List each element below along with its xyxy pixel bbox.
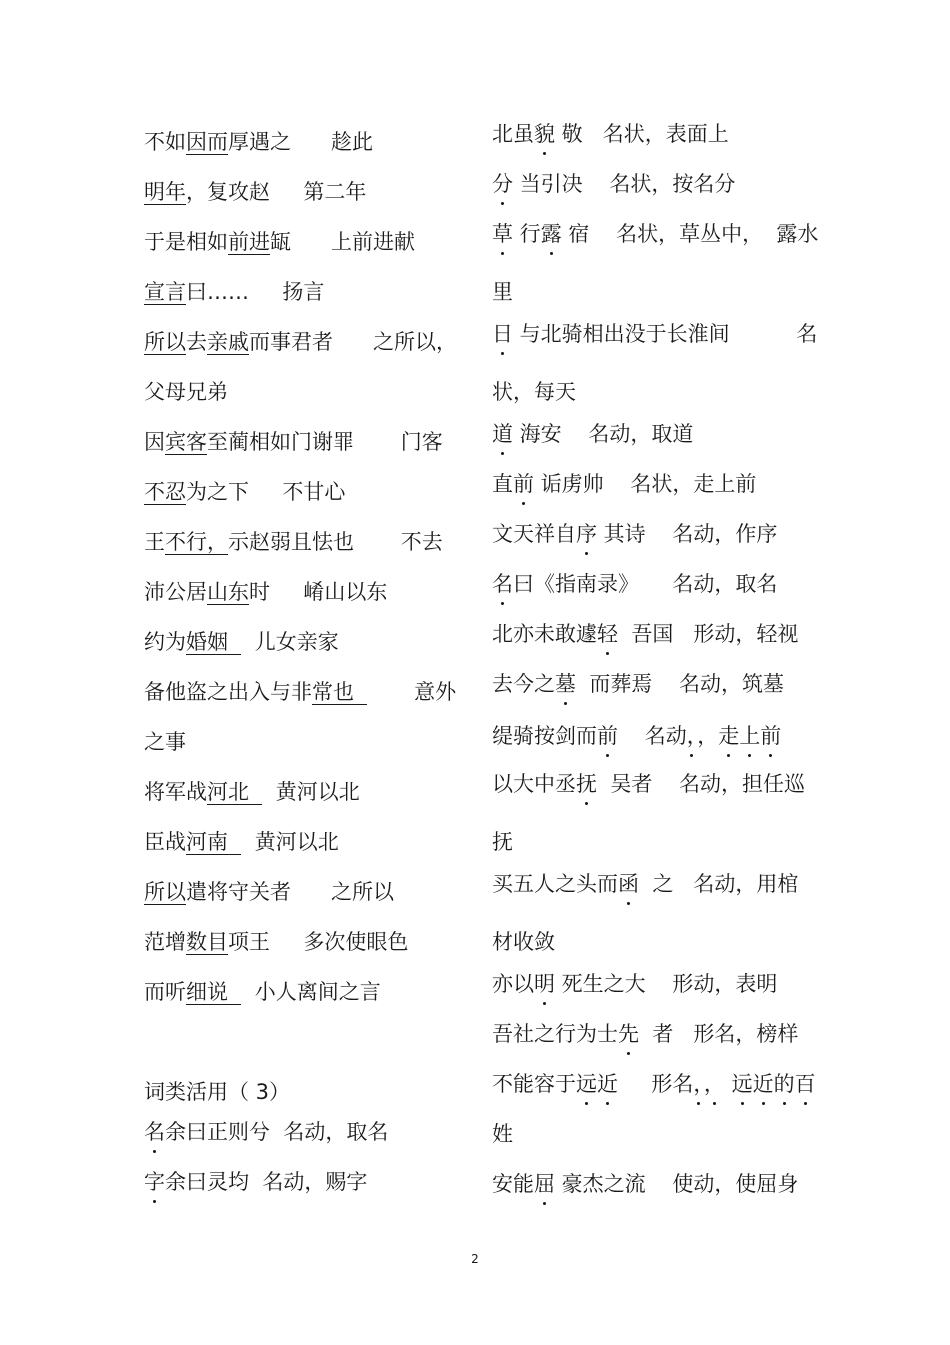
left-column-line — [144, 828, 339, 856]
emphasized-character: ， — [686, 724, 698, 748]
text-segment: 不如 — [144, 130, 186, 154]
text-segment: 吴者 名动，担任巡 — [597, 772, 806, 796]
right-column-line — [492, 722, 781, 750]
text-segment: 状，每天 — [492, 380, 576, 404]
text-segment: 备他盗之出入与非 — [144, 680, 312, 704]
text-segment: 将军战 — [144, 780, 207, 804]
text-segment: 材收敛 — [492, 930, 555, 954]
text-segment: 直 — [492, 472, 513, 496]
text-segment — [725, 1072, 732, 1096]
emphasized-character: 上 — [739, 724, 761, 748]
text-segment: 曰《指南录》 名动，取名 — [513, 572, 778, 596]
text-segment: 词类活用（ 3） — [144, 1080, 291, 1104]
left-column-line — [144, 378, 228, 406]
text-segment: 文天祥自 — [492, 522, 576, 546]
text-segment: 与北骑相出没于长淮间 名 — [513, 322, 818, 346]
emphasized-character: 名 — [492, 572, 513, 596]
left-column-line — [144, 578, 387, 606]
right-column-line — [492, 1120, 513, 1148]
right-column-line — [492, 120, 729, 148]
right-column-line — [492, 620, 798, 648]
emphasized-character: 明 — [534, 972, 555, 996]
text-segment: 宿 名状，草丛中， 露水 — [561, 222, 819, 246]
right-column-line — [492, 520, 777, 548]
text-segment: 买五人之头而 — [492, 872, 618, 896]
right-column-line — [492, 970, 777, 998]
emphasized-character: 前 — [760, 724, 782, 748]
underlined-term: 不行， — [165, 530, 228, 554]
text-segment: 北亦未敢遽 — [492, 622, 597, 646]
text-segment: 缇骑按剑而 — [492, 724, 597, 748]
underlined-term: 细说 — [186, 980, 242, 1004]
right-column-line — [492, 1020, 798, 1048]
left-column-line — [144, 1168, 367, 1196]
text-segment: 之事 — [144, 730, 186, 754]
left-column-line — [144, 128, 373, 156]
text-segment: 亦以 — [492, 972, 534, 996]
left-column-line — [144, 678, 456, 706]
underlined-term: 山东 — [207, 580, 249, 604]
text-segment: 诟虏帅 名状，走上前 — [534, 472, 757, 496]
text-segment: 时 崤山以东 — [249, 580, 388, 604]
text-segment: 名动 — [618, 724, 687, 748]
text-segment: 当引决 名状，按名分 — [513, 172, 736, 196]
text-segment: 行 — [513, 222, 541, 246]
emphasized-character: 前 — [513, 472, 534, 496]
right-column-line — [492, 828, 513, 856]
text-segment: 沛公居 — [144, 580, 207, 604]
underlined-term: 所以 — [144, 330, 186, 354]
underlined-term: 不忍 — [144, 480, 186, 504]
underlined-term: 所以 — [144, 880, 186, 904]
emphasized-character: 近 — [597, 1072, 618, 1096]
emphasized-character: ， — [693, 1072, 704, 1096]
text-segment: 意外 — [367, 680, 457, 704]
underlined-term: 前进 — [228, 230, 270, 254]
text-segment: 豪杰之流 使动，使屈身 — [555, 1172, 799, 1196]
left-column-line — [144, 528, 443, 556]
text-segment: 其诗 名动，作序 — [597, 522, 778, 546]
text-segment: 去今之 — [492, 672, 555, 696]
underlined-term: 数目 — [186, 930, 228, 954]
right-column-line — [492, 570, 777, 598]
emphasized-character: 草 — [492, 222, 513, 246]
emphasized-character: 露 — [540, 222, 562, 246]
text-segment: 抚 — [492, 830, 513, 854]
page-number: 2 — [471, 1252, 479, 1266]
left-column-line — [144, 928, 408, 956]
emphasized-character: 道 — [492, 422, 513, 446]
emphasized-character: 函 — [618, 872, 639, 896]
text-segment: 厚遇之 — [228, 130, 291, 154]
text-segment: 缻 上前进献 — [270, 230, 416, 254]
right-column-line — [492, 670, 784, 698]
left-column-line — [144, 878, 394, 906]
text-segment: 死生之大 形动，表明 — [555, 972, 778, 996]
right-column-line — [492, 770, 805, 798]
emphasized-character: 字 — [144, 1170, 165, 1194]
emphasized-character: 序 — [576, 522, 597, 546]
right-column-line — [492, 928, 555, 956]
right-column-line — [492, 1070, 816, 1098]
text-segment: 者 形名，榜样 — [639, 1022, 799, 1046]
emphasized-character: 先 — [618, 1022, 639, 1046]
underlined-term: 河南 — [186, 830, 242, 854]
underlined-term: 明年 — [144, 180, 186, 204]
text-segment: 不能容于 — [492, 1072, 576, 1096]
underlined-term: 宣言 — [144, 280, 186, 304]
right-column-line — [492, 278, 513, 306]
text-segment: 黄河以北 — [241, 830, 339, 854]
text-segment: ， — [697, 724, 719, 748]
text-segment: 吾社之行为士 — [492, 1022, 618, 1046]
right-column-line — [492, 320, 817, 348]
emphasized-character: 屈 — [534, 1172, 555, 1196]
text-segment: 遣将守关者 之所以 — [186, 880, 395, 904]
right-column-line — [492, 470, 756, 498]
text-segment: 而听 — [144, 980, 186, 1004]
text-segment: 王 — [144, 530, 165, 554]
right-column-line — [492, 420, 693, 448]
text-segment: 为之下 不甘心 — [186, 480, 346, 504]
underlined-term: 常也 — [312, 680, 368, 704]
right-column-line — [492, 1170, 798, 1198]
left-column-line — [144, 178, 366, 206]
left-column-line — [144, 1118, 388, 1146]
left-column-line — [144, 1078, 290, 1106]
emphasized-character: 百 — [794, 1072, 816, 1096]
text-segment: 北虽 — [492, 122, 534, 146]
text-segment: 余曰灵均 名动，赐字 — [165, 1170, 368, 1194]
text-segment: 去 — [186, 330, 207, 354]
text-segment: 至蔺相如门谢罪 门客 — [207, 430, 443, 454]
text-segment: 形名 — [618, 1072, 694, 1096]
text-segment: 姓 — [492, 1122, 513, 1146]
text-segment: 安能 — [492, 1172, 534, 1196]
text-segment: 黄河以北 — [262, 780, 360, 804]
emphasized-character: 走 — [718, 724, 740, 748]
underlined-term: 亲戚 — [207, 330, 249, 354]
text-segment: 以大中丞 — [492, 772, 576, 796]
text-segment: 而事君者 之所以， — [249, 330, 458, 354]
text-segment: 约为 — [144, 630, 186, 654]
text-segment: 之 名动，用棺 — [639, 872, 799, 896]
emphasized-character: 分 — [492, 172, 513, 196]
left-column-line — [144, 428, 443, 456]
emphasized-character: 近 — [752, 1072, 774, 1096]
left-column-line — [144, 228, 415, 256]
text-segment: 示赵弱且怯也 不去 — [228, 530, 443, 554]
text-segment: 小人离间之言 — [241, 980, 381, 1004]
text-segment: 父母兄弟 — [144, 380, 228, 404]
right-column-line — [492, 220, 818, 248]
underlined-term: 河北 — [207, 780, 263, 804]
underlined-term: 因而 — [186, 130, 228, 154]
emphasized-character: 日 — [492, 322, 513, 346]
text-segment: 于是相如 — [144, 230, 228, 254]
emphasized-character: 墓 — [555, 672, 576, 696]
text-segment: 吾国 形动，轻视 — [618, 622, 799, 646]
left-column-line — [144, 978, 381, 1006]
left-column-line — [144, 728, 186, 756]
text-segment: 海安 名动，取道 — [513, 422, 694, 446]
emphasized-character: 前 — [597, 724, 618, 748]
text-segment: 项王 多次使眼色 — [228, 930, 409, 954]
text-segment: 曰…… 扬言 — [186, 280, 325, 304]
emphasized-character: 的 — [773, 1072, 795, 1096]
text-segment: 因 — [144, 430, 165, 454]
underlined-term: 婚姻 — [186, 630, 242, 654]
left-column-line — [144, 778, 360, 806]
text-segment: 而葬焉 名动，筑墓 — [576, 672, 785, 696]
emphasized-character: ， — [703, 1072, 725, 1096]
left-column-line — [144, 278, 324, 306]
emphasized-character: 远 — [731, 1072, 753, 1096]
text-segment: 臣战 — [144, 830, 186, 854]
emphasized-character: 抚 — [576, 772, 597, 796]
emphasized-character: 名 — [144, 1120, 165, 1144]
right-column-line — [492, 378, 576, 406]
right-column-line — [492, 170, 735, 198]
underlined-term: 宾客 — [165, 430, 207, 454]
text-segment: 趁此 — [291, 130, 374, 154]
text-segment: 儿女亲家 — [241, 630, 339, 654]
emphasized-character: 貌 — [534, 122, 555, 146]
left-column-line — [144, 478, 345, 506]
left-column-line — [144, 328, 457, 356]
text-segment: 敬 名状，表面上 — [555, 122, 729, 146]
left-column-line — [144, 628, 339, 656]
emphasized-character: 轻 — [597, 622, 618, 646]
text-segment: ，复攻赵 第二年 — [186, 180, 367, 204]
emphasized-character: 远 — [576, 1072, 597, 1096]
text-segment: 范增 — [144, 930, 186, 954]
text-segment: 余曰正则兮 名动，取名 — [165, 1120, 389, 1144]
text-segment: 里 — [492, 280, 513, 304]
right-column-line — [492, 870, 798, 898]
